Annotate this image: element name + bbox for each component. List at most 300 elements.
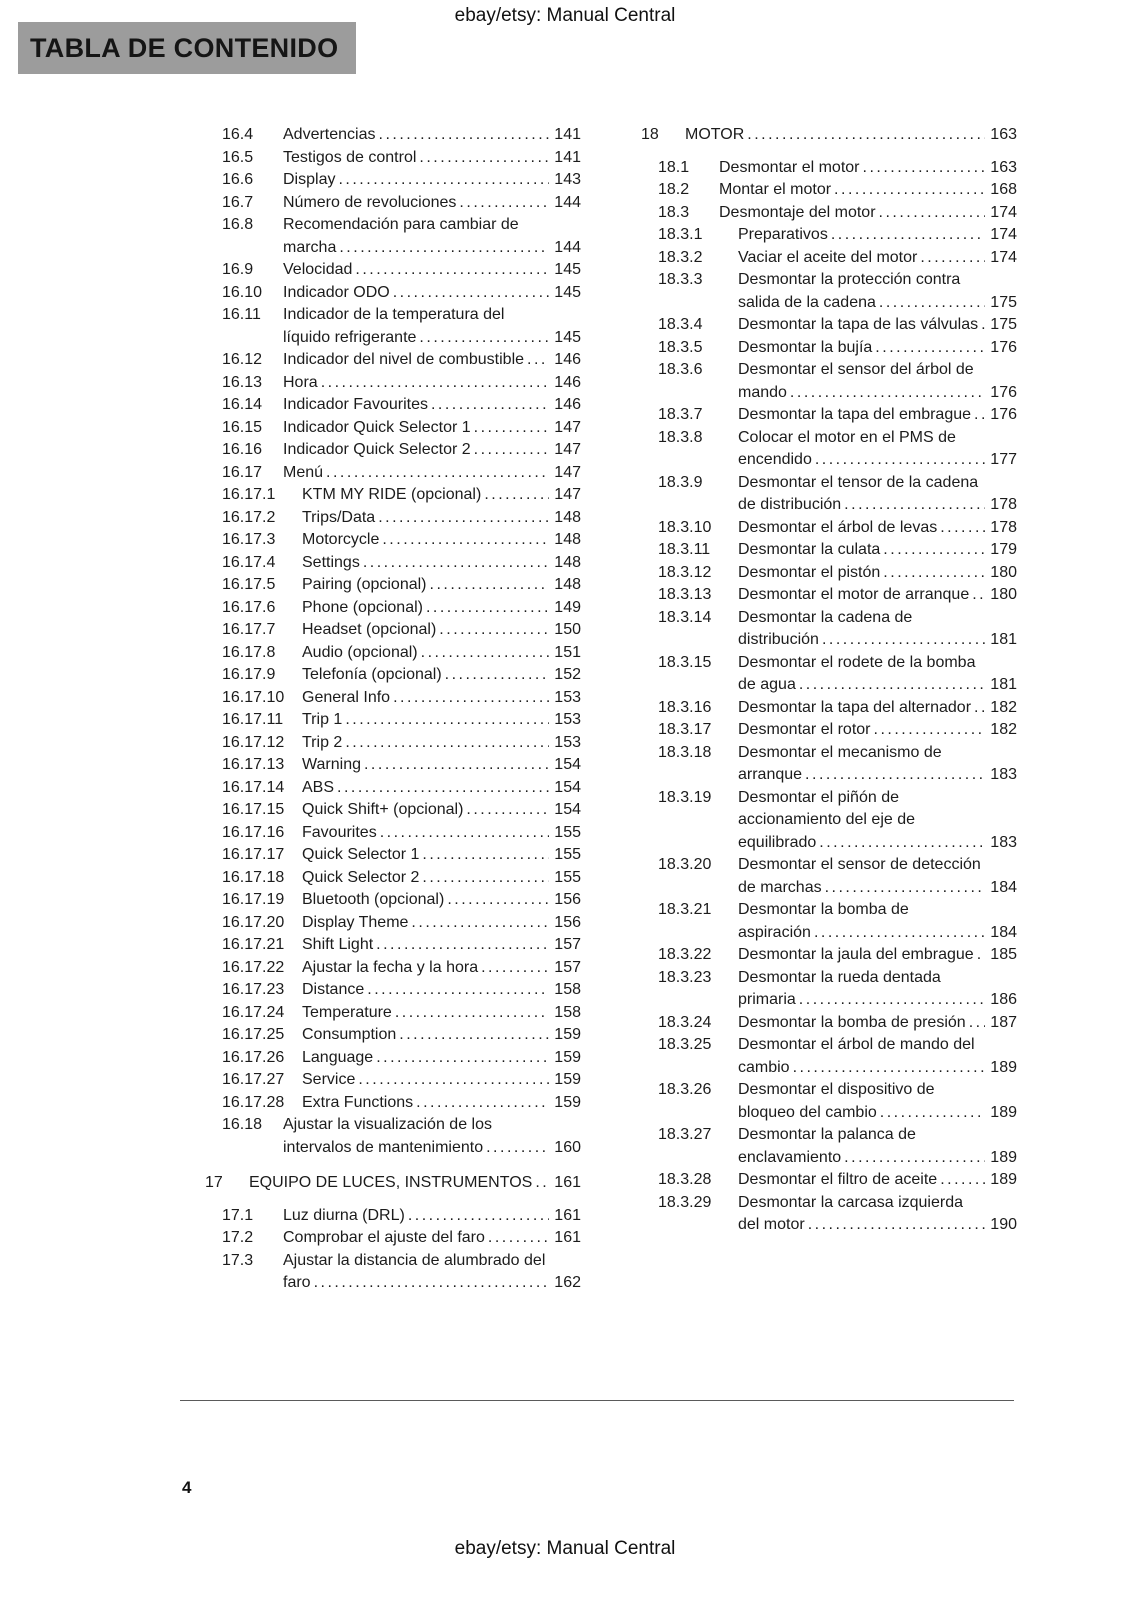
toc-entry-page-number: 156 xyxy=(554,913,581,931)
toc-entry-number: 16.17.15 xyxy=(222,801,285,818)
toc-heading-box xyxy=(18,22,356,74)
toc-entry xyxy=(222,574,581,597)
toc-entry-title xyxy=(685,124,985,147)
toc-entry-title xyxy=(738,562,985,585)
leader-dots-icon xyxy=(345,732,549,755)
toc-entry-title-text: Distance xyxy=(302,981,365,998)
toc-entry-title-text: Colocar el motor en el PMS de encendido xyxy=(738,428,956,468)
toc-entry-page-number: 159 xyxy=(554,1071,581,1088)
toc-entry-page-number: 145 xyxy=(554,261,581,278)
leader-dots-icon xyxy=(940,1169,985,1192)
toc-entry-title xyxy=(283,349,549,372)
toc-entry xyxy=(222,304,581,349)
page-title: TABLA DE CONTENIDO xyxy=(30,32,339,63)
toc-entry-title-text: Trip 1 xyxy=(302,711,343,728)
toc-entry-title-text: Desmontar la bomba de aspiración xyxy=(738,901,909,941)
toc-entry-title-text: Indicador Quick Selector 1 xyxy=(283,418,471,436)
leader-dots-icon xyxy=(488,1227,549,1250)
toc-entry-number: 16.17.7 xyxy=(222,621,276,638)
toc-entry-title-text: Display Theme xyxy=(302,913,409,931)
toc-entry-number: 18.3.25 xyxy=(658,1036,712,1053)
toc-entry-title-text: Ajustar la visualización de los intervalos de mantenimiento xyxy=(283,1116,492,1156)
toc-entry-number: 18.1 xyxy=(658,158,690,176)
toc-entry xyxy=(222,507,581,530)
leader-dots-icon xyxy=(358,1069,549,1092)
toc-entry-number: 18.3.24 xyxy=(658,1013,712,1031)
toc-entry-title-text: Shift Light xyxy=(302,936,374,953)
toc-entry-page-number: 182 xyxy=(990,698,1017,716)
toc-entry xyxy=(658,539,1017,562)
toc-entry-title-text: General Info xyxy=(302,688,391,706)
leader-dots-icon xyxy=(863,157,986,180)
toc-entry-number: 16.17.3 xyxy=(222,531,276,548)
toc-entry-page-number: 176 xyxy=(990,338,1017,356)
toc-entry-title xyxy=(738,224,985,247)
leader-dots-icon xyxy=(422,867,549,890)
toc-entry-page-number: 157 xyxy=(554,936,581,953)
toc-entry-title-text: Desmontar el sensor del árbol de mando xyxy=(738,361,974,401)
toc-entry-page-number: 161 xyxy=(554,1206,581,1224)
leader-dots-icon xyxy=(879,292,985,315)
toc-entry-title-text: Desmontar la bomba de presión xyxy=(738,1013,966,1031)
leader-dots-icon xyxy=(883,562,985,585)
toc-entry-title xyxy=(738,427,985,472)
toc-entry-title xyxy=(302,1047,549,1070)
toc-entry-title-text: Desmontar el pistón xyxy=(738,563,881,581)
toc-entry-title-text: Advertencias xyxy=(283,126,376,143)
toc-entry-title xyxy=(283,124,549,147)
toc-entry-title-text: Quick Selector 1 xyxy=(302,846,420,863)
toc-entry-number: 18 xyxy=(641,126,659,143)
toc-entry-title-text: KTM MY RIDE (opcional) xyxy=(302,486,482,503)
toc-entry xyxy=(222,597,581,620)
toc-entry-title-text: Preparativos xyxy=(738,226,828,243)
toc-entry-page-number: 150 xyxy=(554,621,581,638)
toc-entry-page-number: 146 xyxy=(554,396,581,413)
toc-entry-title xyxy=(283,304,549,349)
toc-entry xyxy=(222,529,581,552)
toc-entry-page-number: 155 xyxy=(554,846,581,863)
toc-entry xyxy=(658,1012,1017,1035)
toc-entry-title-text: Favourites xyxy=(302,823,377,841)
leader-dots-icon xyxy=(974,404,985,427)
toc-entry-page-number: 176 xyxy=(990,383,1017,401)
leader-dots-icon xyxy=(799,674,985,697)
toc-entry-title-text: Trip 2 xyxy=(302,733,343,751)
toc-entry-number: 16.9 xyxy=(222,261,254,278)
toc-entry xyxy=(658,314,1017,337)
leader-dots-icon xyxy=(844,494,985,517)
leader-dots-icon xyxy=(822,629,985,652)
toc-entry-page-number: 159 xyxy=(554,1048,581,1066)
toc-entry xyxy=(222,169,581,192)
footer-divider xyxy=(180,1400,1014,1401)
toc-entry-title xyxy=(302,889,549,912)
toc-entry xyxy=(658,1124,1017,1169)
leader-dots-icon xyxy=(805,764,985,787)
toc-entry-title-text: Hora xyxy=(283,373,318,391)
toc-entry-number: 16.17.9 xyxy=(222,666,276,683)
toc-entry xyxy=(222,732,581,755)
toc-entry-title xyxy=(302,574,549,597)
toc-entry-title-text: Desmontar la culata xyxy=(738,541,881,558)
leader-dots-icon xyxy=(793,1057,986,1080)
toc-entry-number: 16.17.16 xyxy=(222,823,285,841)
toc-entry-page-number: 144 xyxy=(554,238,581,256)
toc-entry-number: 18.3.10 xyxy=(658,518,712,536)
toc-entry-title xyxy=(302,664,549,687)
toc-entry-number: 16.18 xyxy=(222,1116,263,1133)
toc-entry-title xyxy=(302,934,549,957)
toc-entry-number: 16.17.5 xyxy=(222,576,276,593)
toc-entry-number: 16.11 xyxy=(222,306,261,323)
toc-entry-title-text: Settings xyxy=(302,553,360,571)
toc-entry-number: 16.17.1 xyxy=(222,486,276,503)
toc-entry-page-number: 152 xyxy=(554,666,581,683)
toc-entry-number: 16.7 xyxy=(222,193,254,211)
toc-entry-title xyxy=(302,799,549,822)
toc-entry-title-text: Desmontar la tapa del embrague xyxy=(738,406,972,423)
toc-entry xyxy=(658,787,1017,855)
toc-entry-page-number: 175 xyxy=(990,293,1017,311)
toc-entry-title xyxy=(738,404,985,427)
toc-entry-page-number: 176 xyxy=(990,406,1017,423)
toc-entry-page-number: 145 xyxy=(554,328,581,346)
toc-entry-page-number: 147 xyxy=(554,418,581,436)
toc-entry-page-number: 156 xyxy=(554,891,581,908)
toc-entry-title-text: Consumption xyxy=(302,1026,397,1043)
toc-entry-title xyxy=(302,754,549,777)
toc-entry-title-text: Indicador del nivel de combustible xyxy=(283,351,525,368)
leader-dots-icon xyxy=(421,642,550,665)
toc-entry-title xyxy=(283,282,549,305)
toc-entry-page-number: 177 xyxy=(990,451,1017,468)
toc-entry-title xyxy=(302,1024,549,1047)
toc-entry xyxy=(222,844,581,867)
toc-entry-title xyxy=(283,192,549,215)
toc-entry-title xyxy=(738,1034,985,1079)
toc-entry-title xyxy=(719,157,985,180)
toc-entry-title-text: Language xyxy=(302,1048,374,1066)
toc-column-right xyxy=(641,124,1017,1295)
toc-entry-title-text: Desmontar la tapa de las válvulas xyxy=(738,316,979,333)
toc-entry-number: 16.8 xyxy=(222,216,254,233)
toc-entry-number: 18.3.2 xyxy=(658,248,703,266)
toc-entry-title xyxy=(302,732,549,755)
toc-entry-number: 16.17.6 xyxy=(222,598,276,616)
toc-entry xyxy=(222,349,581,372)
leader-dots-icon xyxy=(376,1047,549,1070)
toc-entry xyxy=(222,394,581,417)
toc-entry xyxy=(205,1172,581,1195)
toc-entry xyxy=(222,1002,581,1025)
toc-entry-number: 18.3.6 xyxy=(658,361,703,378)
toc-entry-title xyxy=(283,169,549,192)
toc-entry xyxy=(222,642,581,665)
toc-entry xyxy=(222,619,581,642)
toc-entry-number: 18.3.9 xyxy=(658,473,703,491)
toc-entry-page-number: 189 xyxy=(990,1148,1017,1166)
leader-dots-icon xyxy=(430,574,550,597)
toc-entry xyxy=(222,439,581,462)
toc-entry-title-text: Vaciar el aceite del motor xyxy=(738,248,918,266)
leader-dots-icon xyxy=(879,202,986,225)
leader-dots-icon xyxy=(419,327,549,350)
toc-entry xyxy=(658,247,1017,270)
toc-entry-title-text: Desmontar la palanca de enclavamiento xyxy=(738,1126,916,1166)
toc-entry-page-number: 174 xyxy=(990,248,1017,266)
toc-entry-title xyxy=(738,967,985,1012)
toc-entry-page-number: 179 xyxy=(990,541,1017,558)
toc-entry xyxy=(222,1114,581,1159)
leader-dots-icon xyxy=(920,247,985,270)
toc-entry-title xyxy=(302,597,549,620)
toc-entry-title-text: Velocidad xyxy=(283,261,353,278)
toc-entry-page-number: 182 xyxy=(990,721,1017,738)
toc-entry-page-number: 161 xyxy=(554,1229,581,1246)
toc-entry xyxy=(222,1047,581,1070)
leader-dots-icon xyxy=(747,124,985,147)
toc-entry-number: 16.4 xyxy=(222,126,254,143)
toc-entry-title xyxy=(738,652,985,697)
toc-entry xyxy=(658,1169,1017,1192)
toc-entry-title xyxy=(302,979,549,1002)
toc-entry-page-number: 159 xyxy=(554,1026,581,1043)
toc-entry xyxy=(222,417,581,440)
toc-entry-page-number: 148 xyxy=(554,553,581,571)
toc-entry-title-text: Pairing (opcional) xyxy=(302,576,427,593)
leader-dots-icon xyxy=(393,282,550,305)
toc-entry-number: 18.3.4 xyxy=(658,316,703,333)
toc-entry-page-number: 155 xyxy=(554,823,581,841)
leader-dots-icon xyxy=(393,687,549,710)
leader-dots-icon xyxy=(474,439,550,462)
toc-entry-title-text: Desmontaje del motor xyxy=(719,203,876,221)
toc-entry xyxy=(222,1227,581,1250)
toc-entry-page-number: 184 xyxy=(990,878,1017,896)
toc-entry-page-number: 143 xyxy=(554,171,581,188)
toc-entry-title-text: Desmontar el sensor de detección de marchas xyxy=(738,856,981,896)
toc-entry-title-text: Audio (opcional) xyxy=(302,643,418,661)
toc-entry-number: 18.3.23 xyxy=(658,968,712,986)
leader-dots-icon xyxy=(408,1205,549,1228)
toc-entry-title xyxy=(738,944,985,967)
toc-entry-title xyxy=(738,359,985,404)
toc-entry-title-text: Comprobar el ajuste del faro xyxy=(283,1229,485,1246)
toc-entry-page-number: 161 xyxy=(554,1174,581,1191)
toc-entry xyxy=(222,799,581,822)
toc-entry-page-number: 159 xyxy=(554,1093,581,1111)
toc-entry-title xyxy=(302,529,549,552)
toc-entry-title-text: Desmontar la tapa del alternador xyxy=(738,698,972,716)
toc-entry-title xyxy=(302,484,549,507)
toc-entry-number: 17.1 xyxy=(222,1206,254,1224)
toc-entry-page-number: 148 xyxy=(554,576,581,593)
leader-dots-icon xyxy=(395,1002,549,1025)
toc-entry-page-number: 158 xyxy=(554,981,581,998)
toc-entry-title xyxy=(738,697,985,720)
leader-dots-icon xyxy=(969,1012,986,1035)
toc-entry-title-text: Desmontar el piñón de accionamiento del eje de equilibrado xyxy=(738,788,916,851)
toc-entry-title-text: Luz diurna (DRL) xyxy=(283,1206,405,1224)
leader-dots-icon xyxy=(527,349,549,372)
toc-entry-number: 16.17.27 xyxy=(222,1071,285,1088)
toc-entry xyxy=(222,552,581,575)
toc-entry-number: 18.3.28 xyxy=(658,1171,712,1188)
toc-entry-page-number: 147 xyxy=(554,441,581,458)
toc-entry-page-number: 186 xyxy=(990,991,1017,1008)
leader-dots-icon xyxy=(376,934,549,957)
toc-entry xyxy=(222,282,581,305)
toc-entry-page-number: 168 xyxy=(990,181,1017,198)
toc-entry xyxy=(222,372,581,395)
leader-dots-icon xyxy=(337,777,549,800)
leader-dots-icon xyxy=(981,314,985,337)
toc-entry-title xyxy=(738,337,985,360)
toc-entry-title-text: Extra Functions xyxy=(302,1093,414,1111)
toc-entry-number: 16.17.18 xyxy=(222,868,285,886)
leader-dots-icon xyxy=(874,719,986,742)
toc-entry-title xyxy=(283,394,549,417)
toc-entry-title-text: Desmontar el motor xyxy=(719,158,860,176)
toc-entry xyxy=(658,157,1017,180)
toc-entry-title-text: Bluetooth (opcional) xyxy=(302,891,445,908)
toc-entry-number: 16.17.22 xyxy=(222,958,285,976)
leader-dots-icon xyxy=(880,1102,986,1125)
toc-entry-title xyxy=(738,787,985,855)
toc-entry-title-text: Headset (opcional) xyxy=(302,621,437,638)
toc-entry xyxy=(222,912,581,935)
toc-entry-page-number: 181 xyxy=(990,676,1017,693)
leader-dots-icon xyxy=(819,832,985,855)
toc-entry-title xyxy=(302,844,549,867)
toc-entry-page-number: 148 xyxy=(554,508,581,526)
toc-entry-number: 16.17.20 xyxy=(222,913,285,931)
leader-dots-icon xyxy=(834,179,985,202)
toc-entry-page-number: 180 xyxy=(990,563,1017,581)
toc-entry-number: 18.3.1 xyxy=(658,226,703,243)
toc-entry-page-number: 147 xyxy=(554,463,581,481)
toc-entry xyxy=(658,359,1017,404)
toc-entry-page-number: 158 xyxy=(554,1003,581,1021)
toc-entry-number: 16.17.10 xyxy=(222,688,285,706)
toc-entry-number: 16.17.8 xyxy=(222,643,276,661)
toc-entry-number: 18.3.16 xyxy=(658,698,712,716)
toc-entry xyxy=(658,944,1017,967)
leader-dots-icon xyxy=(466,799,549,822)
leader-dots-icon xyxy=(808,1214,986,1237)
toc-entry xyxy=(222,1205,581,1228)
leader-dots-icon xyxy=(399,1024,549,1047)
leader-dots-icon xyxy=(426,597,549,620)
toc-entry xyxy=(658,742,1017,787)
leader-dots-icon xyxy=(825,877,986,900)
leader-dots-icon xyxy=(815,449,985,472)
toc-entry xyxy=(658,562,1017,585)
toc-entry xyxy=(658,224,1017,247)
toc-entry-page-number: 160 xyxy=(554,1138,581,1156)
toc-entry-number: 16.12 xyxy=(222,351,263,368)
toc-entry-title xyxy=(283,1227,549,1250)
leader-dots-icon xyxy=(481,957,549,980)
leader-dots-icon xyxy=(422,844,549,867)
toc-entry-page-number: 157 xyxy=(554,958,581,976)
toc-entry-title xyxy=(738,247,985,270)
toc-entry-page-number: 183 xyxy=(990,833,1017,851)
toc-entry-title-text: Número de revoluciones xyxy=(283,193,457,211)
toc-entry-page-number: 149 xyxy=(554,598,581,616)
toc-entry xyxy=(658,607,1017,652)
toc-entry-title xyxy=(719,179,985,202)
toc-entry-number: 16.17.4 xyxy=(222,553,276,571)
toc-entry-title-text: Warning xyxy=(302,756,361,773)
toc-entry-title xyxy=(302,822,549,845)
toc-entry-page-number: 189 xyxy=(990,1058,1017,1076)
toc-entry xyxy=(222,867,581,890)
toc-entry xyxy=(222,687,581,710)
toc-entry xyxy=(658,652,1017,697)
toc-entry-title-text: Desmontar el filtro de aceite xyxy=(738,1171,938,1188)
toc-entry xyxy=(658,404,1017,427)
toc-entry-number: 18.3.8 xyxy=(658,428,703,446)
toc-entry-page-number: 183 xyxy=(990,766,1017,783)
toc-column-left xyxy=(205,124,581,1295)
toc-entry xyxy=(658,1034,1017,1079)
toc-entry xyxy=(641,124,1017,147)
toc-entry-title xyxy=(738,1079,985,1124)
toc-entry-title-text: Desmontar la jaula del embrague xyxy=(738,946,974,963)
toc-entry-page-number: 153 xyxy=(554,733,581,751)
toc-entry-number: 16.17.17 xyxy=(222,846,285,863)
toc-entry-title-text: Phone (opcional) xyxy=(302,598,423,616)
toc-entry-number: 18.2 xyxy=(658,181,690,198)
toc-entry-number: 18.3.3 xyxy=(658,271,703,288)
toc-entry-title xyxy=(302,619,549,642)
toc-entry-number: 18.3.5 xyxy=(658,338,703,356)
toc-entry-title-text: Service xyxy=(302,1071,356,1088)
toc-entry-page-number: 162 xyxy=(554,1274,581,1291)
toc-entry-number: 16.17 xyxy=(222,463,263,481)
toc-entry-number: 16.17.21 xyxy=(222,936,285,953)
leader-dots-icon xyxy=(363,552,549,575)
toc-entry xyxy=(222,979,581,1002)
toc-entry-page-number: 175 xyxy=(990,316,1017,333)
toc-entry-title xyxy=(302,507,549,530)
toc-entry-title xyxy=(738,1192,985,1237)
table-of-contents xyxy=(205,124,1017,1295)
toc-entry-number: 18.3.7 xyxy=(658,406,703,423)
toc-entry-title-text: Desmontar el árbol de mando del cambio xyxy=(738,1036,975,1076)
toc-entry-title-text: Desmontar la bujía xyxy=(738,338,873,356)
toc-entry xyxy=(658,967,1017,1012)
toc-entry-number: 18.3.27 xyxy=(658,1126,712,1143)
toc-entry-title xyxy=(283,417,549,440)
toc-entry-number: 18.3 xyxy=(658,203,690,221)
toc-entry-page-number: 141 xyxy=(554,148,581,166)
toc-entry-title-text: Quick Shift+ (opcional) xyxy=(302,801,464,818)
toc-entry xyxy=(222,214,581,259)
leader-dots-icon xyxy=(790,382,985,405)
leader-dots-icon xyxy=(972,584,985,607)
leader-dots-icon xyxy=(382,529,549,552)
toc-entry-number: 18.3.26 xyxy=(658,1081,712,1098)
toc-entry-title-text: Quick Selector 2 xyxy=(302,868,420,886)
toc-entry-title xyxy=(283,462,549,485)
toc-entry xyxy=(222,1024,581,1047)
toc-entry-title xyxy=(302,709,549,732)
leader-dots-icon xyxy=(799,989,986,1012)
toc-entry-page-number: 153 xyxy=(554,711,581,728)
